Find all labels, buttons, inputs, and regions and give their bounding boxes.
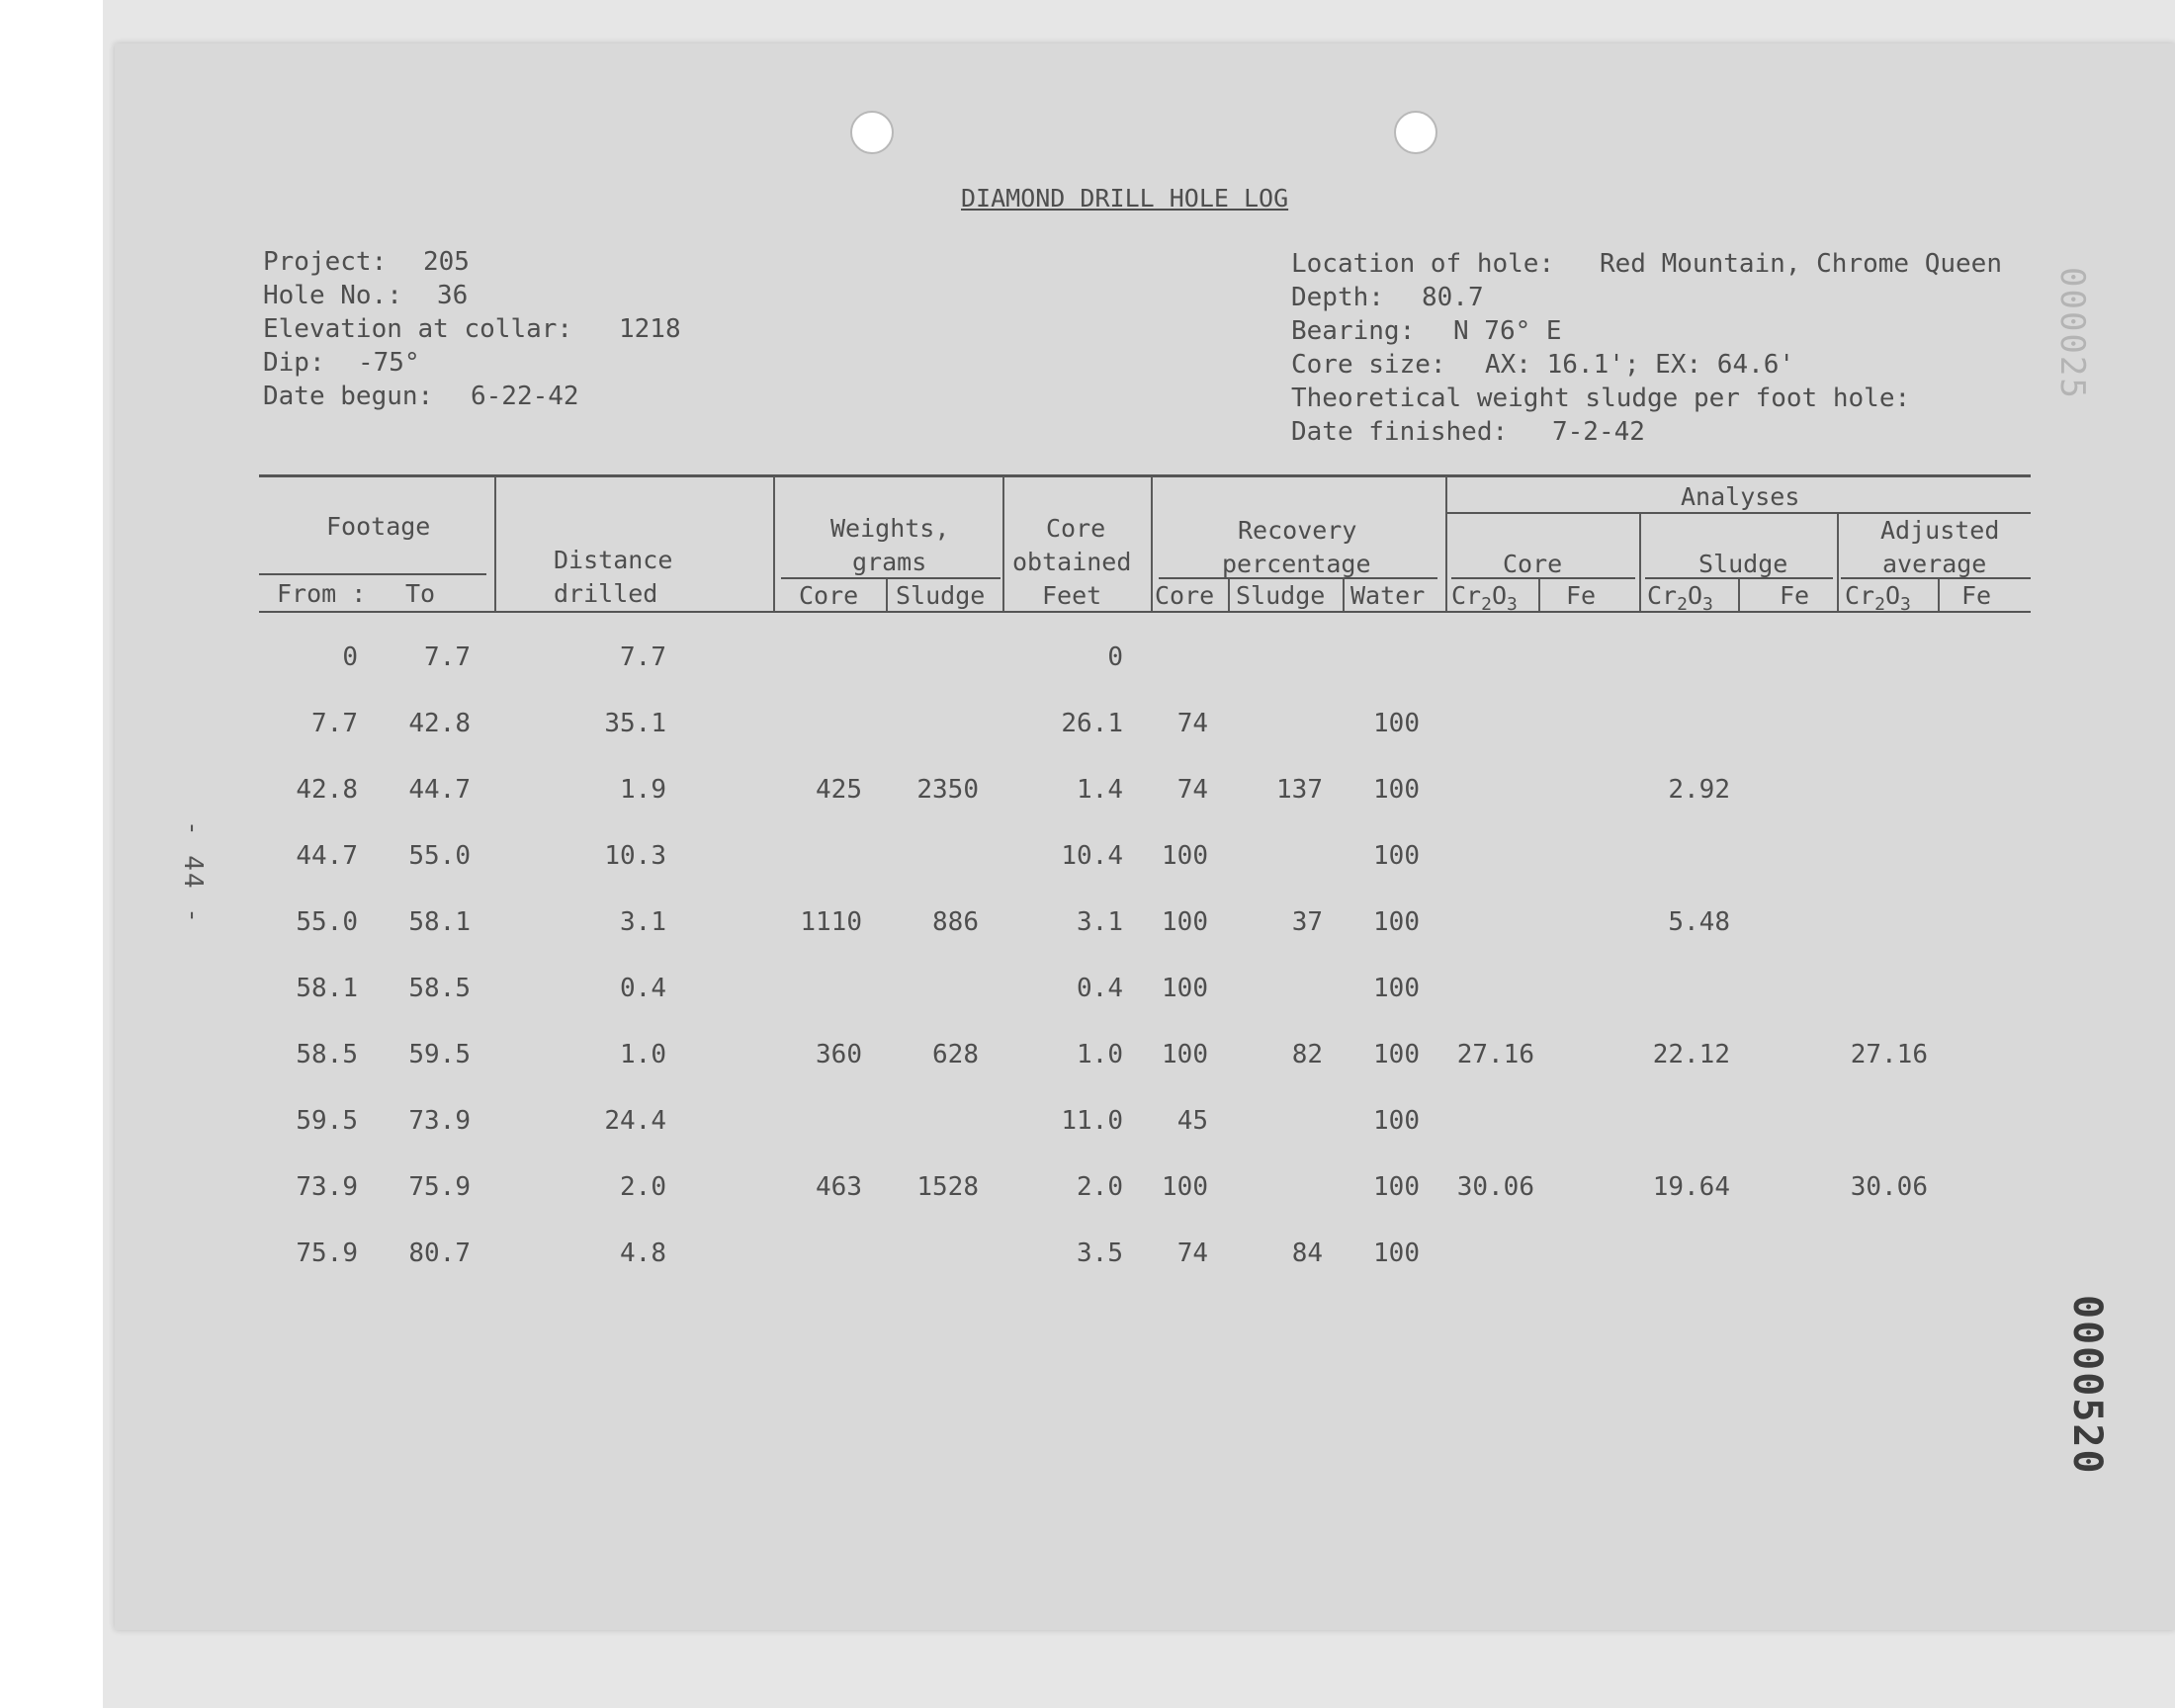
header-weight-core: Core	[799, 581, 859, 610]
cell-core-feet: 10.4	[1061, 841, 1123, 871]
cell-core-feet: 11.0	[1061, 1106, 1123, 1136]
cell-weight-core: 425	[816, 775, 862, 805]
header-weights: Weights,	[830, 514, 950, 543]
depth-label: Depth:	[1291, 283, 1384, 312]
divider-recovery	[1445, 476, 1447, 611]
cell-recovery-core: 100	[1162, 1172, 1208, 1202]
cell-recovery-sludge: 82	[1291, 1040, 1323, 1069]
cell-to: 7.7	[424, 642, 471, 672]
cell-distance: 3.1	[620, 907, 666, 937]
divider-distance	[773, 476, 775, 611]
header-core-cr2o3: $Cr_2O_3$	[1451, 581, 1518, 615]
cell-weight-core: 360	[816, 1040, 862, 1069]
cell-from: 58.5	[296, 1040, 358, 1069]
core-size-value: AX: 16.1'; EX: 64.6'	[1485, 350, 1795, 380]
header-sludge-fe: Fe	[1780, 581, 1810, 610]
cell-recovery-core: 74	[1176, 709, 1208, 738]
header-core-obtained-2: obtained	[1012, 548, 1132, 576]
cell-weight-sludge: 1528	[916, 1172, 979, 1202]
divider-footage	[494, 476, 496, 611]
header-adjusted: Adjusted	[1880, 516, 2000, 545]
header-analyses: Analyses	[1681, 482, 1800, 511]
cell-weight-core: 463	[816, 1172, 862, 1202]
cell-distance: 7.7	[620, 642, 666, 672]
document-page	[115, 43, 2175, 1630]
cell-recovery-sludge: 137	[1276, 775, 1323, 805]
cell-from: 7.7	[311, 709, 358, 738]
cell-distance: 1.9	[620, 775, 666, 805]
cell-recovery-sludge: 37	[1291, 907, 1323, 937]
punch-hole-right	[1394, 111, 1437, 154]
cell-core-feet: 3.1	[1077, 907, 1123, 937]
header-recovery-water: Water	[1350, 581, 1426, 610]
cell-from: 75.9	[296, 1238, 358, 1268]
cell-core-feet: 3.5	[1077, 1238, 1123, 1268]
stamp-number-faint: 000025	[2052, 267, 2092, 400]
divider-r-core-sludge	[1228, 579, 1230, 611]
header-footage: Footage	[326, 512, 431, 541]
cell-distance: 24.4	[604, 1106, 666, 1136]
cell-analysis-sludge-cr2o3: 19.64	[1652, 1172, 1730, 1202]
date-finished-value: 7-2-42	[1552, 417, 1645, 447]
cell-analysis-sludge-cr2o3: 22.12	[1652, 1040, 1730, 1069]
cell-to: 42.8	[408, 709, 471, 738]
divider-core-obtained	[1151, 476, 1153, 611]
header-analyses-core: Core	[1503, 550, 1563, 578]
header-sludge-cr2o3: $Cr_2O_3$	[1647, 581, 1713, 615]
cell-recovery-core: 100	[1162, 841, 1208, 871]
cell-from: 55.0	[296, 907, 358, 937]
weights-subrule	[781, 577, 1000, 579]
divider-adj-cr-fe	[1938, 579, 1940, 611]
analyses-rule	[1447, 512, 2031, 514]
cell-from: 58.1	[296, 974, 358, 1003]
location-value: Red Mountain, Chrome Queen	[1600, 249, 2002, 279]
cell-to: 73.9	[408, 1106, 471, 1136]
header-core-fe: Fe	[1566, 581, 1597, 610]
cell-recovery-core: 45	[1176, 1106, 1208, 1136]
header-adjusted-fe: Fe	[1961, 581, 1992, 610]
cell-weight-core: 1110	[800, 907, 862, 937]
divider-r-sludge-water	[1343, 579, 1345, 611]
cell-to: 58.1	[408, 907, 471, 937]
cell-recovery-water: 100	[1373, 974, 1420, 1003]
header-bottom-rule	[259, 611, 2031, 613]
header-weight-sludge: Sludge	[896, 581, 986, 610]
dip-label: Dip:	[263, 348, 325, 378]
cell-distance: 0.4	[620, 974, 666, 1003]
date-finished-label: Date finished:	[1291, 417, 1509, 447]
cell-analysis-core-cr2o3: 30.06	[1456, 1172, 1534, 1202]
cell-core-feet: 2.0	[1077, 1172, 1123, 1202]
cell-recovery-core: 74	[1176, 775, 1208, 805]
divider-w-core-sludge	[886, 579, 888, 611]
header-from: From :	[277, 579, 367, 608]
cell-to: 80.7	[408, 1238, 471, 1268]
page-number: - 44 -	[178, 820, 208, 925]
header-grams: grams	[852, 548, 927, 576]
stamp-number: 0000520	[2064, 1295, 2110, 1476]
cell-distance: 10.3	[604, 841, 666, 871]
cell-core-feet: 0.4	[1077, 974, 1123, 1003]
cell-to: 75.9	[408, 1172, 471, 1202]
depth-value: 80.7	[1422, 283, 1484, 312]
cell-recovery-water: 100	[1373, 1106, 1420, 1136]
cell-recovery-sludge: 84	[1291, 1238, 1323, 1268]
cell-recovery-core: 74	[1176, 1238, 1208, 1268]
header-analyses-sludge: Sludge	[1698, 550, 1788, 578]
cell-analysis-sludge-cr2o3: 5.48	[1668, 907, 1730, 937]
cell-adjusted-cr2o3: 30.06	[1850, 1172, 1928, 1202]
cell-from: 44.7	[296, 841, 358, 871]
cell-weight-sludge: 2350	[916, 775, 979, 805]
divider-a-sludge-cr-fe	[1738, 579, 1740, 611]
header-adjusted-cr2o3: $Cr_2O_3$	[1845, 581, 1911, 615]
cell-recovery-water: 100	[1373, 841, 1420, 871]
cell-recovery-water: 100	[1373, 907, 1420, 937]
header-recovery-sludge: Sludge	[1236, 581, 1326, 610]
date-begun-value: 6-22-42	[471, 382, 579, 411]
cell-core-feet: 0	[1107, 642, 1123, 672]
project-label: Project:	[263, 247, 388, 277]
cell-weight-sludge: 886	[932, 907, 979, 937]
date-begun-label: Date begun:	[263, 382, 434, 411]
project-value: 205	[423, 247, 470, 277]
punch-hole-left	[850, 111, 894, 154]
table-top-rule	[259, 474, 2031, 477]
cell-distance: 2.0	[620, 1172, 666, 1202]
elevation-value: 1218	[619, 314, 681, 344]
cell-recovery-water: 100	[1373, 1238, 1420, 1268]
cell-to: 55.0	[408, 841, 471, 871]
footage-subrule	[259, 573, 486, 575]
cell-recovery-water: 100	[1373, 775, 1420, 805]
cell-adjusted-cr2o3: 27.16	[1850, 1040, 1928, 1069]
header-core-obtained-1: Core	[1046, 514, 1106, 543]
location-label: Location of hole:	[1291, 249, 1555, 279]
divider-analyses-core	[1639, 514, 1641, 611]
cell-weight-sludge: 628	[932, 1040, 979, 1069]
header-average: average	[1882, 550, 1987, 578]
divider-weights	[1002, 476, 1004, 611]
cell-core-feet: 1.4	[1077, 775, 1123, 805]
elevation-label: Elevation at collar:	[263, 314, 573, 344]
header-percentage: percentage	[1222, 550, 1371, 578]
document-title: DIAMOND DRILL HOLE LOG	[961, 184, 1289, 213]
cell-recovery-core: 100	[1162, 974, 1208, 1003]
dip-value: -75°	[358, 348, 420, 378]
cell-recovery-water: 100	[1373, 1040, 1420, 1069]
cell-distance: 35.1	[604, 709, 666, 738]
header-to: To	[405, 579, 436, 608]
cell-from: 73.9	[296, 1172, 358, 1202]
sludge-weight-label: Theoretical weight sludge per foot hole:	[1291, 384, 1911, 413]
cell-from: 0	[342, 642, 358, 672]
divider-analyses-sludge	[1837, 514, 1839, 611]
hole-no-label: Hole No.:	[263, 281, 402, 310]
cell-to: 59.5	[408, 1040, 471, 1069]
cell-recovery-water: 100	[1373, 709, 1420, 738]
header-distance: Distance	[554, 546, 673, 574]
cell-to: 58.5	[408, 974, 471, 1003]
hole-no-value: 36	[437, 281, 469, 310]
bearing-value: N 76° E	[1453, 316, 1562, 346]
header-core-obtained-3: Feet	[1042, 581, 1102, 610]
cell-analysis-core-cr2o3: 27.16	[1456, 1040, 1534, 1069]
cell-recovery-core: 100	[1162, 907, 1208, 937]
header-recovery: Recovery	[1238, 516, 1357, 545]
header-recovery-core: Core	[1155, 581, 1215, 610]
core-size-label: Core size:	[1291, 350, 1446, 380]
header-drilled: drilled	[554, 579, 658, 608]
cell-from: 42.8	[296, 775, 358, 805]
cell-analysis-sludge-cr2o3: 2.92	[1668, 775, 1730, 805]
cell-recovery-core: 100	[1162, 1040, 1208, 1069]
bearing-label: Bearing:	[1291, 316, 1416, 346]
cell-recovery-water: 100	[1373, 1172, 1420, 1202]
cell-distance: 1.0	[620, 1040, 666, 1069]
cell-to: 44.7	[408, 775, 471, 805]
cell-core-feet: 1.0	[1077, 1040, 1123, 1069]
cell-distance: 4.8	[620, 1238, 666, 1268]
cell-core-feet: 26.1	[1061, 709, 1123, 738]
divider-a-core-cr-fe	[1538, 579, 1540, 611]
cell-from: 59.5	[296, 1106, 358, 1136]
